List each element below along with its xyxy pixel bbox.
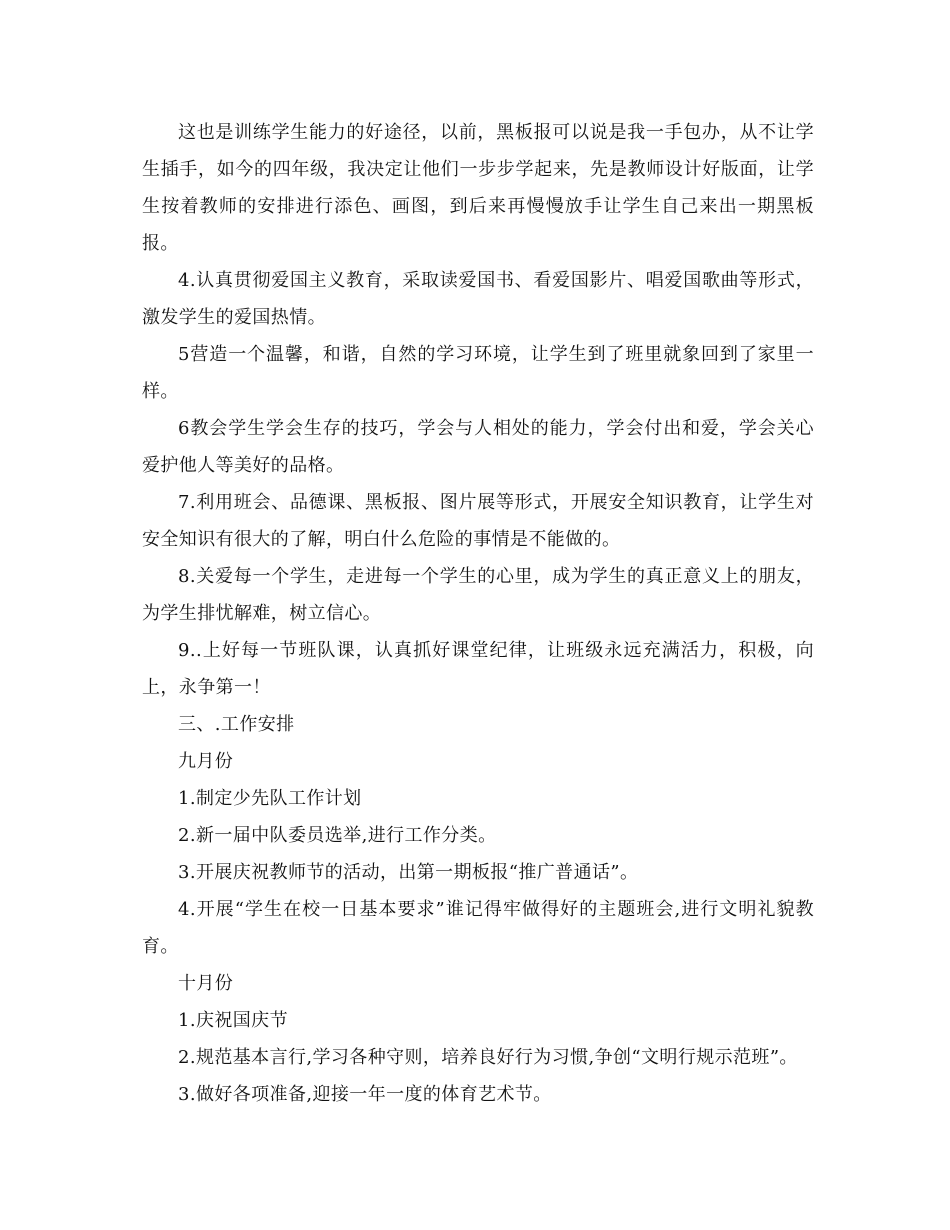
- list-item: 3.开展庆祝教师节的活动，出第一期板报“推广普通话”。: [178, 862, 639, 883]
- list-item: 4.开展“学生在校一日基本要求”谁记得牢做得好的主题班会,进行文明礼貌教育。: [142, 899, 814, 957]
- list-item: 2.规范基本言行,学习各种守则，培养良好行为习惯,争创“文明行规示范班”。: [178, 1047, 798, 1068]
- list-item: 2.新一届中队委员选举,进行工作分类。: [178, 825, 497, 846]
- paragraph: 5营造一个温馨，和谐，自然的学习环境，让学生到了班里就象回到了家里一样。: [142, 344, 814, 402]
- list-item: 3.做好各项准备,迎接一年一度的体育艺术节。: [178, 1084, 552, 1105]
- list-item: 1.庆祝国庆节: [178, 1010, 288, 1031]
- document-body: [142, 114, 814, 1113]
- list-item: 1.制定少先队工作计划: [178, 788, 362, 809]
- paragraph: 这也是训练学生能力的好途径，以前，黑板报可以说是我一手包办，从不让学生插手，如今的四年级，我决定让他们一步步学起来，先是教师设计好版面，让学生按着教师的安排进行添色、画图，到后来再慢慢放手让学生自己来出一期黑板报。: [142, 122, 814, 254]
- paragraph: 8.关爱每一个学生，走进每一个学生的心里，成为学生的真正意义上的朋友，为学生排忧解难，树立信心。: [142, 566, 814, 624]
- section-heading: 三、.工作安排: [178, 714, 295, 735]
- month-heading: 十月份: [178, 973, 234, 994]
- month-heading: 九月份: [178, 751, 234, 772]
- paragraph: 4.认真贯彻爱国主义教育，采取读爱国书、看爱国影片、唱爱国歌曲等形式，激发学生的爱国热情。: [142, 270, 814, 328]
- paragraph: 9..上好每一节班队课，认真抓好课堂纪律，让班级永远充满活力，积极，向上，永争第一！: [142, 640, 814, 698]
- paragraph: 6教会学生学会生存的技巧，学会与人相处的能力，学会付出和爱，学会关心爱护他人等美好的品格。: [142, 418, 814, 476]
- paragraph: 7.利用班会、品德课、黑板报、图片展等形式，开展安全知识教育，让学生对安全知识有很大的了解，明白什么危险的事情是不能做的。: [142, 492, 814, 550]
